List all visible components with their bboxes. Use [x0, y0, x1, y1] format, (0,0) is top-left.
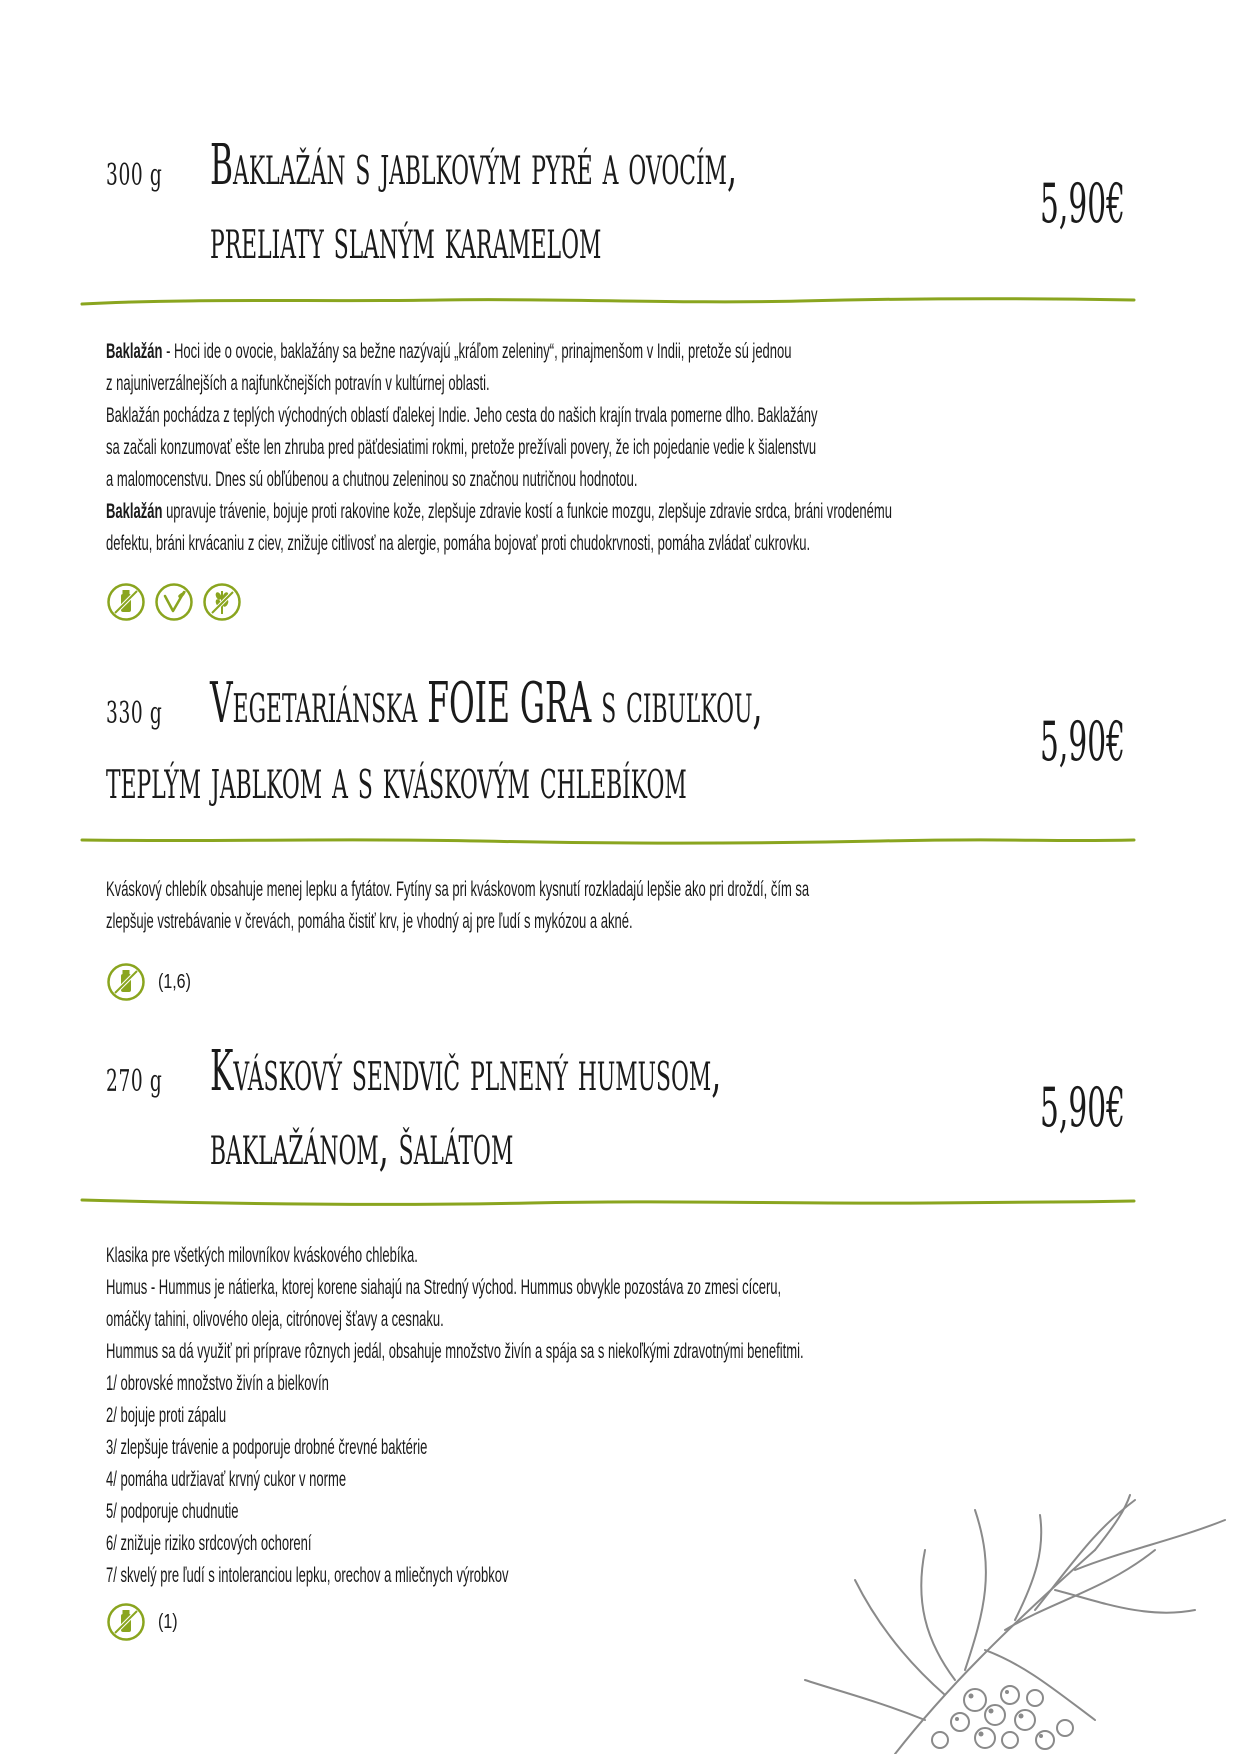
sea-buckthorn-branch-illustration — [795, 1490, 1240, 1754]
no-cow-milk-icon — [106, 962, 146, 1002]
dish-title-line-1: Baklažán s jablkovým pyré a ovocím, — [210, 133, 737, 198]
vegan-icon — [154, 582, 194, 622]
dish-price: 5,90€ — [1040, 172, 1126, 235]
description-line: sa začali konzumovať ešte len zhruba pred päťdesiatimi rokmi, pretože prežívali povery, že ich pojedanie vedie k šialenstvu — [106, 436, 817, 459]
description-line: Klasika pre všetkých milovníkov kváskového chlebíka. — [106, 1244, 418, 1267]
description-line: 5/ podporuje chudnutie — [106, 1500, 239, 1523]
no-cow-milk-icon — [106, 1602, 146, 1642]
description-line: Baklažán - Hoci ide o ovocie, baklažány sa bežne nazývajú „kráľom zeleniny“, prinajmenšom v Indii, pretože sú jednou — [106, 340, 792, 363]
dietary-icons — [106, 962, 199, 1002]
description-line: 6/ znižuje riziko srdcových ochorení — [106, 1532, 312, 1555]
dish-title-line-2: baklažánom, šalátom — [210, 1113, 514, 1178]
dish-title-line-2: preliaty slaným karamelom — [210, 207, 602, 272]
dish-description — [106, 336, 1135, 560]
description-line: Baklažán pochádza z teplých východných oblastí ďalekej Indie. Jeho cesta do našich krajín trvala pomerne dlho. Baklažány — [106, 404, 818, 427]
description-line: 4/ pomáha udržiavať krvný cukor v norme — [106, 1468, 347, 1491]
dish-description — [106, 874, 1135, 938]
dish-price: 5,90€ — [1040, 1076, 1126, 1139]
dish-title-line-1: Vegetariánska FOIE GRA s cibuľkou, — [210, 671, 763, 736]
description-line: Baklažán upravuje trávenie, bojuje proti rakovine kože, zlepšuje zdravie kostí a funkcie mozgu, zlepšuje zdravie srdca, bráni vrodenému — [106, 500, 892, 523]
description-line: Humus - Hummus je nátierka, ktorej korene siahajú na Stredný východ. Hummus obvykle pozostáva zo zmesi cíceru, — [106, 1276, 782, 1299]
description-line: defektu, bráni krvácaniu z ciev, znižuje citlivosť na alergie, pomáha bojovať proti chudokrvnosti, pomáha zvládať cukrovku. — [106, 532, 811, 555]
no-cow-milk-icon — [106, 582, 146, 622]
allergen-codes: (1) — [158, 1610, 178, 1633]
description-line: 3/ zlepšuje trávenie a podporuje drobné črevné baktérie — [106, 1436, 428, 1459]
allergen-codes: (1,6) — [158, 970, 191, 993]
dish-title-line-1: Kváskový sendvič plnený humusom, — [210, 1039, 722, 1104]
description-line: z najuniverzálnejších a najfunkčnejších potravín v kultúrnej oblasti. — [106, 372, 490, 395]
description-line: a malomocenstvu. Dnes sú obľúbenou a chutnou zeleninou so značnou nutričnou hodnotou. — [106, 468, 638, 491]
dietary-icons — [106, 1602, 182, 1642]
divider-line — [80, 832, 1136, 852]
divider-line — [80, 1194, 1136, 1214]
dish-weight: 300 g — [106, 158, 163, 193]
description-line: omáčky tahini, olivového oleja, citrónovej šťavy a cesnaku. — [106, 1308, 444, 1331]
dish-title-line-2: teplým jablkom a s kváskovým chlebíkom — [106, 747, 687, 812]
description-line: zlepšuje vstrebávanie v črevách, pomáha čistiť krv, je vhodný aj pre ľudí s mykózou a akné. — [106, 910, 633, 933]
description-line: Hummus sa dá využiť pri príprave rôznych jedál, obsahuje množstvo živín a spája sa s niekoľkými zdravotnými benefitmi. — [106, 1340, 804, 1363]
dish-price: 5,90€ — [1040, 710, 1126, 773]
description-line: 7/ skvelý pre ľudí s intoleranciou lepku, orechov a mliečnych výrobkov — [106, 1564, 509, 1587]
gluten-free-icon — [202, 582, 242, 622]
description-line: 1/ obrovské množstvo živín a bielkovín — [106, 1372, 329, 1395]
dish-weight: 330 g — [106, 696, 163, 731]
dish-weight: 270 g — [106, 1064, 163, 1099]
divider-line — [80, 292, 1136, 312]
description-line: Kváskový chlebík obsahuje menej lepku a fytátov. Fytíny sa pri kváskovom kysnutí rozkladajú lepšie ako pri droždí, čím sa — [106, 878, 810, 901]
dietary-icons — [106, 582, 242, 622]
description-line: 2/ bojuje proti zápalu — [106, 1404, 227, 1427]
